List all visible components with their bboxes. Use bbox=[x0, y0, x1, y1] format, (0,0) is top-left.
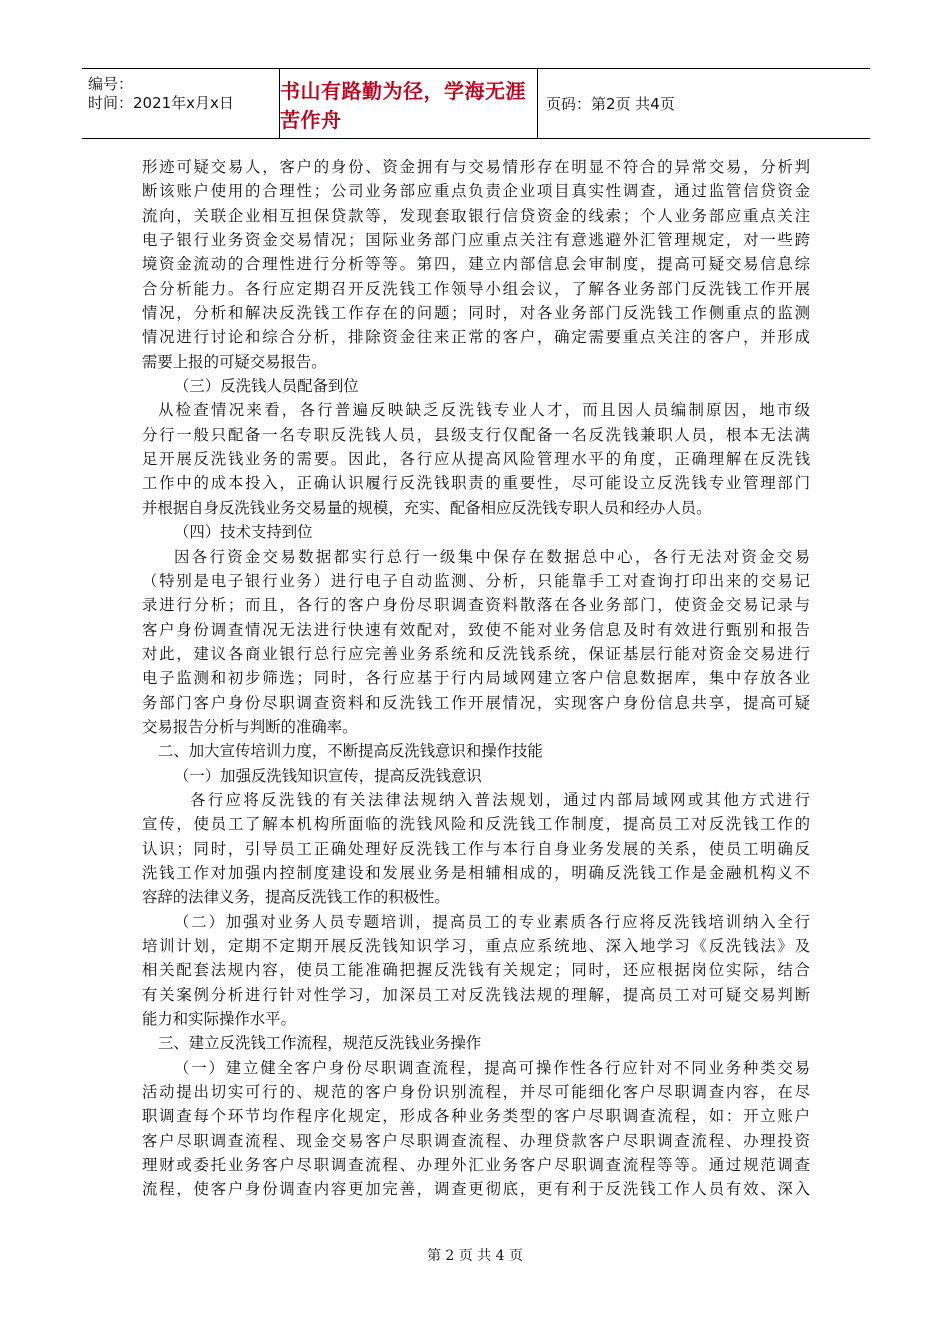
document-number-label: 编号： bbox=[88, 75, 134, 93]
body-line: 理财或委托业务客户尽职调查流程、办理外汇业务客户尽职调查流程等等。通过规范调查 bbox=[142, 1156, 810, 1175]
body-line: （特别是电子银行业务）进行电子自动监测、分析，只能靠手工对查询打印出来的交易记 bbox=[142, 571, 810, 590]
body-line: 录进行分析；而且，各行的客户身份尽职调查资料散落在各业务部门，使资金交易记录与 bbox=[142, 596, 810, 615]
section-heading: （四）技术支持到位 bbox=[174, 523, 313, 542]
body-line: 电子银行业务资金交易情况；国际业务部门应重点关注有意逃避外汇管理规定，对一些跨 bbox=[142, 231, 810, 250]
document-body bbox=[142, 155, 810, 1202]
section-heading: 二、加大宣传培训力度，不断提高反洗钱意识和操作技能 bbox=[158, 742, 543, 761]
body-line: 务部门客户身份尽职调查资料和反洗钱工作开展情况，实现客户身份信息共享，提高可疑 bbox=[142, 693, 810, 712]
body-line: 因各行资金交易数据都实行总行一级集中保存在数据总中心，各行无法对资金交易 bbox=[174, 547, 810, 566]
body-line: 分行一般只配备一名专职反洗钱人员，县级支行仅配备一名反洗钱兼职人员，根本无法满 bbox=[142, 425, 810, 444]
body-line: 宣传，使员工了解本机构所面临的洗钱风险和反洗钱工作制度，提高员工对反洗钱工作的 bbox=[142, 815, 810, 834]
body-line: 电子监测和初步筛选；同时，各行应基于行内局域网建立客户信息数据库，集中存放各业 bbox=[142, 669, 810, 688]
body-line: 需要上报的可疑交易报告。 bbox=[142, 352, 327, 371]
body-line: 从检查情况来看，各行普遍反映缺乏反洗钱专业人才，而且因人员编制原因，地市级 bbox=[158, 401, 810, 420]
section-heading: （三）反洗钱人员配备到位 bbox=[174, 377, 359, 396]
document-time-label: 时间：2021年x月x日 bbox=[88, 94, 234, 112]
body-line: 洗钱工作对加强内控制度建设和发展业务是相辅相成的，明确反洗钱工作是金融机构义不 bbox=[142, 863, 810, 882]
body-line: 情况，分析和解决反洗钱工作存在的问题；同时，对各业务部门反洗钱工作侧重点的监测 bbox=[142, 304, 810, 323]
body-line: 职调查每个环节均作程序化规定，形成各种业务类型的客户尽职调查流程，如：开立账户 bbox=[142, 1107, 810, 1126]
body-line: 活动提出切实可行的、规范的客户身份识别流程，并尽可能细化客户尽职调查内容，在尽 bbox=[142, 1083, 810, 1102]
body-line: 交易报告分析与判断的准确率。 bbox=[142, 717, 358, 736]
body-line: 合分析能力。各行应定期召开反洗钱工作领导小组会议，了解各业务部门反洗钱工作开展 bbox=[142, 279, 810, 298]
page-footer: 第 2 页 共 4 页 bbox=[426, 1248, 524, 1264]
body-line: （二）加强对业务人员专题培训，提高员工的专业素质各行应将反洗钱培训纳入全行 bbox=[174, 912, 810, 931]
header-meta bbox=[82, 69, 280, 138]
section-heading: 三、建立反洗钱工作流程，规范反洗钱业务操作 bbox=[158, 1034, 482, 1053]
header-motto: 书山有路勤为径，学海无涯苦作舟 bbox=[280, 78, 526, 132]
body-line: 认识；同时，引导员工正确处理好反洗钱工作与本行自身业务发展的关系，使员工明确反 bbox=[142, 839, 810, 858]
header-motto-cell bbox=[280, 69, 538, 138]
body-line: 客户身份调查情况无法进行快速有效配对，致使不能对业务信息及时有效进行甄别和报告 bbox=[142, 620, 810, 639]
body-line: 能力和实际操作水平。 bbox=[142, 1010, 296, 1029]
section-heading: （一）加强反洗钱知识宣传，提高反洗钱意识 bbox=[174, 766, 482, 785]
body-line: 并根据自身反洗钱业务交易量的规模，充实、配备相应反洗钱专职人员和经办人员。 bbox=[142, 498, 712, 517]
body-line: 境资金流动的合理性进行分析等等。第四，建立内部信息会审制度，提高可疑交易信息综 bbox=[142, 255, 810, 274]
body-line: 客户尽职调查流程、现金交易客户尽职调查流程、办理贷款客户尽职调查流程、办理投资 bbox=[142, 1131, 810, 1150]
body-line: 培训计划，定期不定期开展反洗钱知识学习，重点应系统地、深入地学习《反洗钱法》及 bbox=[142, 937, 810, 955]
body-line: 流向，关联企业相互担保贷款等，发现套取银行信贷资金的线索；个人业务部应重点关注 bbox=[142, 206, 810, 225]
body-line: 断该账户使用的合理性；公司业务部应重点负责企业项目真实性调查，通过监管信贷资金 bbox=[142, 182, 810, 201]
body-line: 形迹可疑交易人，客户的身份、资金拥有与交易情形存在明显不符合的异常交易，分析判 bbox=[142, 158, 810, 176]
body-line: 流程，使客户身份调查内容更加完善，调查更彻底，更有利于反洗钱工作人员有效、深入 bbox=[142, 1180, 810, 1199]
body-line: 对此，建议各商业银行总行应完善业务系统和反洗钱系统，保证基层行能对资金交易进行 bbox=[142, 644, 810, 663]
body-line: 情况进行讨论和综合分析，排除资金往来正常的客户，确定需要重点关注的客户，并形成 bbox=[142, 328, 810, 347]
body-line: 各行应将反洗钱的有关法律法规纳入普法规划，通过内部局域网或其他方式进行 bbox=[190, 790, 810, 809]
page-header bbox=[82, 68, 870, 139]
body-line: 有关案例分析进行针对性学习，加深员工对反洗钱法规的理解，提高员工对可疑交易判断 bbox=[142, 985, 810, 1004]
body-line: 足开展反洗钱业务的需要。因此，各行应从提高风险管理水平的角度，正确理解在反洗钱 bbox=[142, 450, 810, 469]
body-line: 相关配套法规内容，使员工能准确把握反洗钱有关规定；同时，还应根据岗位实际，结合 bbox=[142, 961, 810, 980]
header-page-code: 页码：第2页 共4页 bbox=[546, 95, 675, 113]
body-line: （一）建立健全客户身份尽职调查流程，提高可操作性各行应针对不同业务种类交易 bbox=[174, 1058, 810, 1077]
body-line: 容辞的法律义务，提高反洗钱工作的积极性。 bbox=[142, 888, 450, 907]
body-line: 工作中的成本投入，正确认识履行反洗钱职责的重要性，尽可能设立反洗钱专业管理部门 bbox=[142, 474, 810, 493]
